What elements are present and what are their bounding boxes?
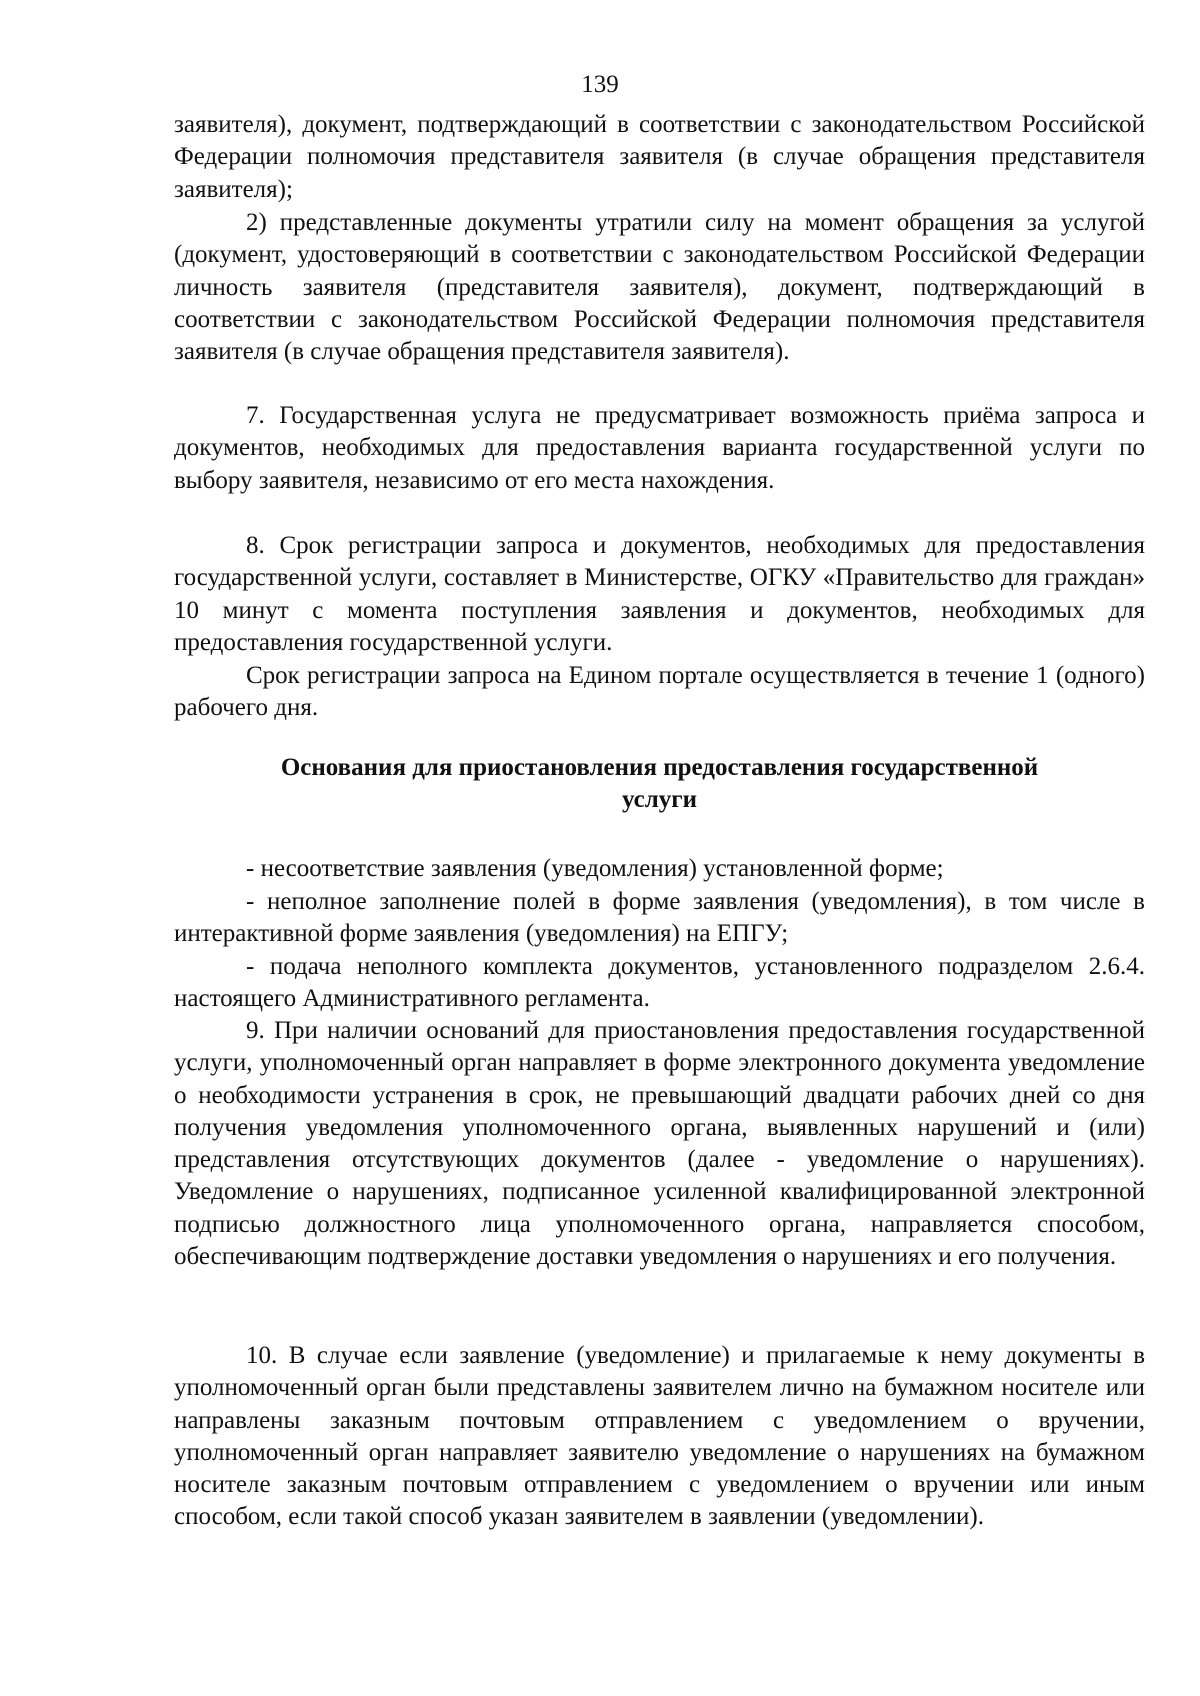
paragraph-registration-term: Срок регистрации запроса на Едином портале осуществляется в течение 1 (одного) рабочего дня. — [174, 662, 1145, 722]
page-number: 139 — [581, 71, 619, 98]
section-heading-line-2: услуги — [621, 786, 698, 814]
paragraph-item-7: 7. Государственная услуга не предусматривает возможность приёма запроса и документов, необходимых для предоставления варианта государственной услуги по выбору заявителя, независимо от его места нахождения. — [174, 402, 1145, 494]
paragraph-item-2: 2) представленные документы утратили силу на момент обращения за услугой (документ, удостоверяющий в соответствии с законодательством Российской Федерации личность заявителя (представителя заявителя), документ, подтверждающий в соответствии с законодательством Российской Федерации полномочия представителя заявителя (в случае обращения представителя заявителя). — [174, 209, 1145, 366]
list-item-form-mismatch: - несоответствие заявления (уведомления) установленной форме; — [246, 855, 944, 882]
list-item-incomplete-documents: - подача неполного комплекта документов, установленного подразделом 2.6.4. настоящего Административного регламента. — [174, 953, 1145, 1013]
paragraph-item-8: 8. Срок регистрации запроса и документов, необходимых для предоставления государственной услуги, составляет в Министерстве, ОГКУ «Правительство для граждан» 10 минут с момента поступления заявления и документов, необходимых для предоставления государственной услуги. — [174, 532, 1145, 656]
paragraph-continuation: заявителя), документ, подтверждающий в соответствии с законодательством Российской Федерации полномочия представителя заявителя (в случае обращения представителя заявителя); — [174, 111, 1145, 203]
paragraph-item-9: 9. При наличии оснований для приостановления предоставления государственной услуги, уполномоченный орган направляет в форме электронного документа уведомление о необходимости устранения в срок, не превышающий двадцати рабочих дней со дня получения уведомления уполномоченного органа, выявленных нарушений и (или) представления отсутствующих документов (далее - уведомление о нарушениях). Уведомление о нарушениях, подписанное усиленной квалифицированной электронной подписью должностного лица уполномоченного органа, направляется способом, обеспечивающим подтверждение доставки уведомления о нарушениях и его получения. — [174, 1017, 1145, 1271]
section-heading-line-1: Основания для приостановления предоставления государственной — [280, 754, 1039, 781]
section-heading — [174, 752, 1145, 817]
paragraph-item-10: 10. В случае если заявление (уведомление) и прилагаемые к нему документы в уполномоченный орган были представлены заявителем лично на бумажном носителе или направлены заказным почтовым отправлением с уведомлением о вручении, уполномоченный орган направляет заявителю уведомление о нарушениях на бумажном носителе заказным почтовым отправлением с уведомлением о вручении или иным способом, если такой способ указан заявителем в заявлении (уведомлении). — [174, 1342, 1145, 1531]
list-item-incomplete-fields: - неполное заполнение полей в форме заявления (уведомления), в том числе в интерактивной форме заявления (уведомления) на ЕПГУ; — [174, 888, 1145, 948]
